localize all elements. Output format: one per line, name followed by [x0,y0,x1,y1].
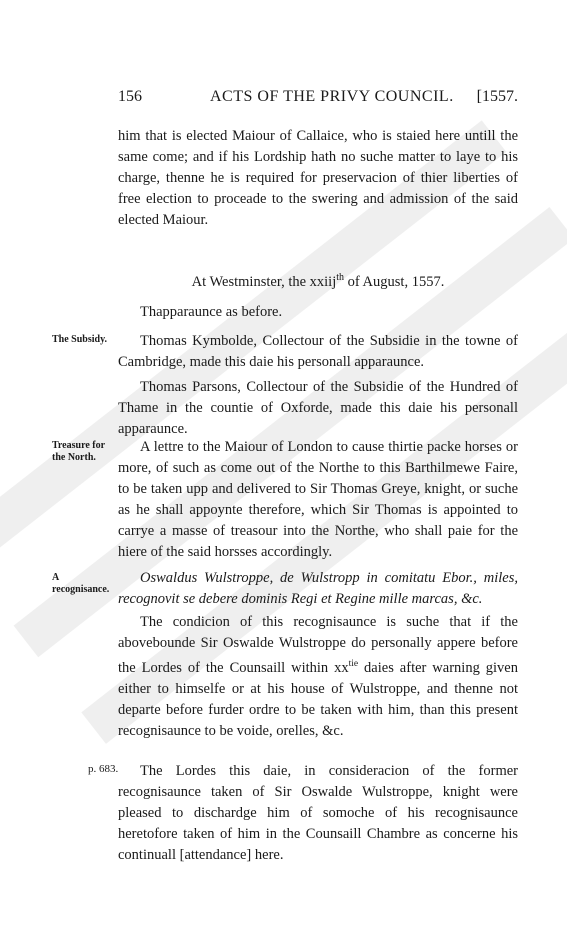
heading-superscript: th [336,272,345,283]
page-number: 156 [118,88,142,105]
running-title: ACTS OF THE PRIVY COUNCIL. [210,88,454,105]
margin-note-subsidy: The Subsidy. [52,334,108,345]
running-year: [1557. [476,88,518,105]
margin-page-reference: p. 683. [88,763,119,775]
condition-text-end: daies after warning given either to himselfe or at his house of Wulstroppe, and thenne not departe before furder ordre to be taken with him, than this present recognisaunce to be voide, orelles, &c. [118,659,518,739]
paragraph-recognisance-latin: Oswaldus Wulstroppe, de Wulstropp in comitatu Ebor., miles, recognovit se debere dominis Regi et Regine mille marcas, &c. [118,570,518,607]
running-header [118,88,518,110]
meeting-heading [118,272,518,291]
attendance-line: Thapparaunce as before. [140,304,283,320]
margin-note-treasure: Treasure for the North. [52,440,105,463]
paragraph-recognisance-condition [118,612,518,742]
heading-text: At Westminster, the xxiij [191,273,337,290]
condition-superscript: tie [348,659,359,669]
paragraph-kymbolde: Thomas Kymbolde, Collectour of the Subsidie in the towne of Cambridge, made this daie his personall apparaunce. [118,333,518,370]
paragraph-discharge: The Lordes this daie, in consideracion of the former recognisaunce taken of Sir Oswalde Wulstroppe, knight were pleased to dischardge him of somoche of his recognisaunce heretofore taken of him in the Counsaill Chambre as concerne his continuall [attendance] here. [118,763,518,863]
paragraph-treasure-letter: A lettre to the Maiour of London to cause thirtie packe horses or more, of such as come out of the Northe to this Barthilmewe Faire, to be taken upp and delivered to Sir Thomas Greye, knight, or suche as he shall appoynte therefore, which Sir Thomas is appointed to carrye a masse of treasour into the Northe, who shall paie for the hiere of the said horsses accordingly. [118,439,518,560]
margin-note-recognisance: A recognisance. [52,572,110,595]
heading-text-end: of August, 1557. [344,273,445,290]
paragraph-continuation: him that is elected Maiour of Callaice, who is staied here untill the same come; and if his Lordship hath no suche matter to laye to his charge, thenne he is required for preservacion of thier liberties of free election to proceade to the swering and admission of the said elected Maiour. [118,128,518,228]
paragraph-parsons: Thomas Parsons, Collectour of the Subsidie of the Hundred of Thame in the countie of Oxforde, made this daie his personall apparaunce. [118,379,518,437]
condition-text: The condicion of this recognisaunce is suche that if the abovebounde Sir Oswalde Wulstroppe do personally appere before the Lordes of the Counsaill within xx [118,614,518,676]
